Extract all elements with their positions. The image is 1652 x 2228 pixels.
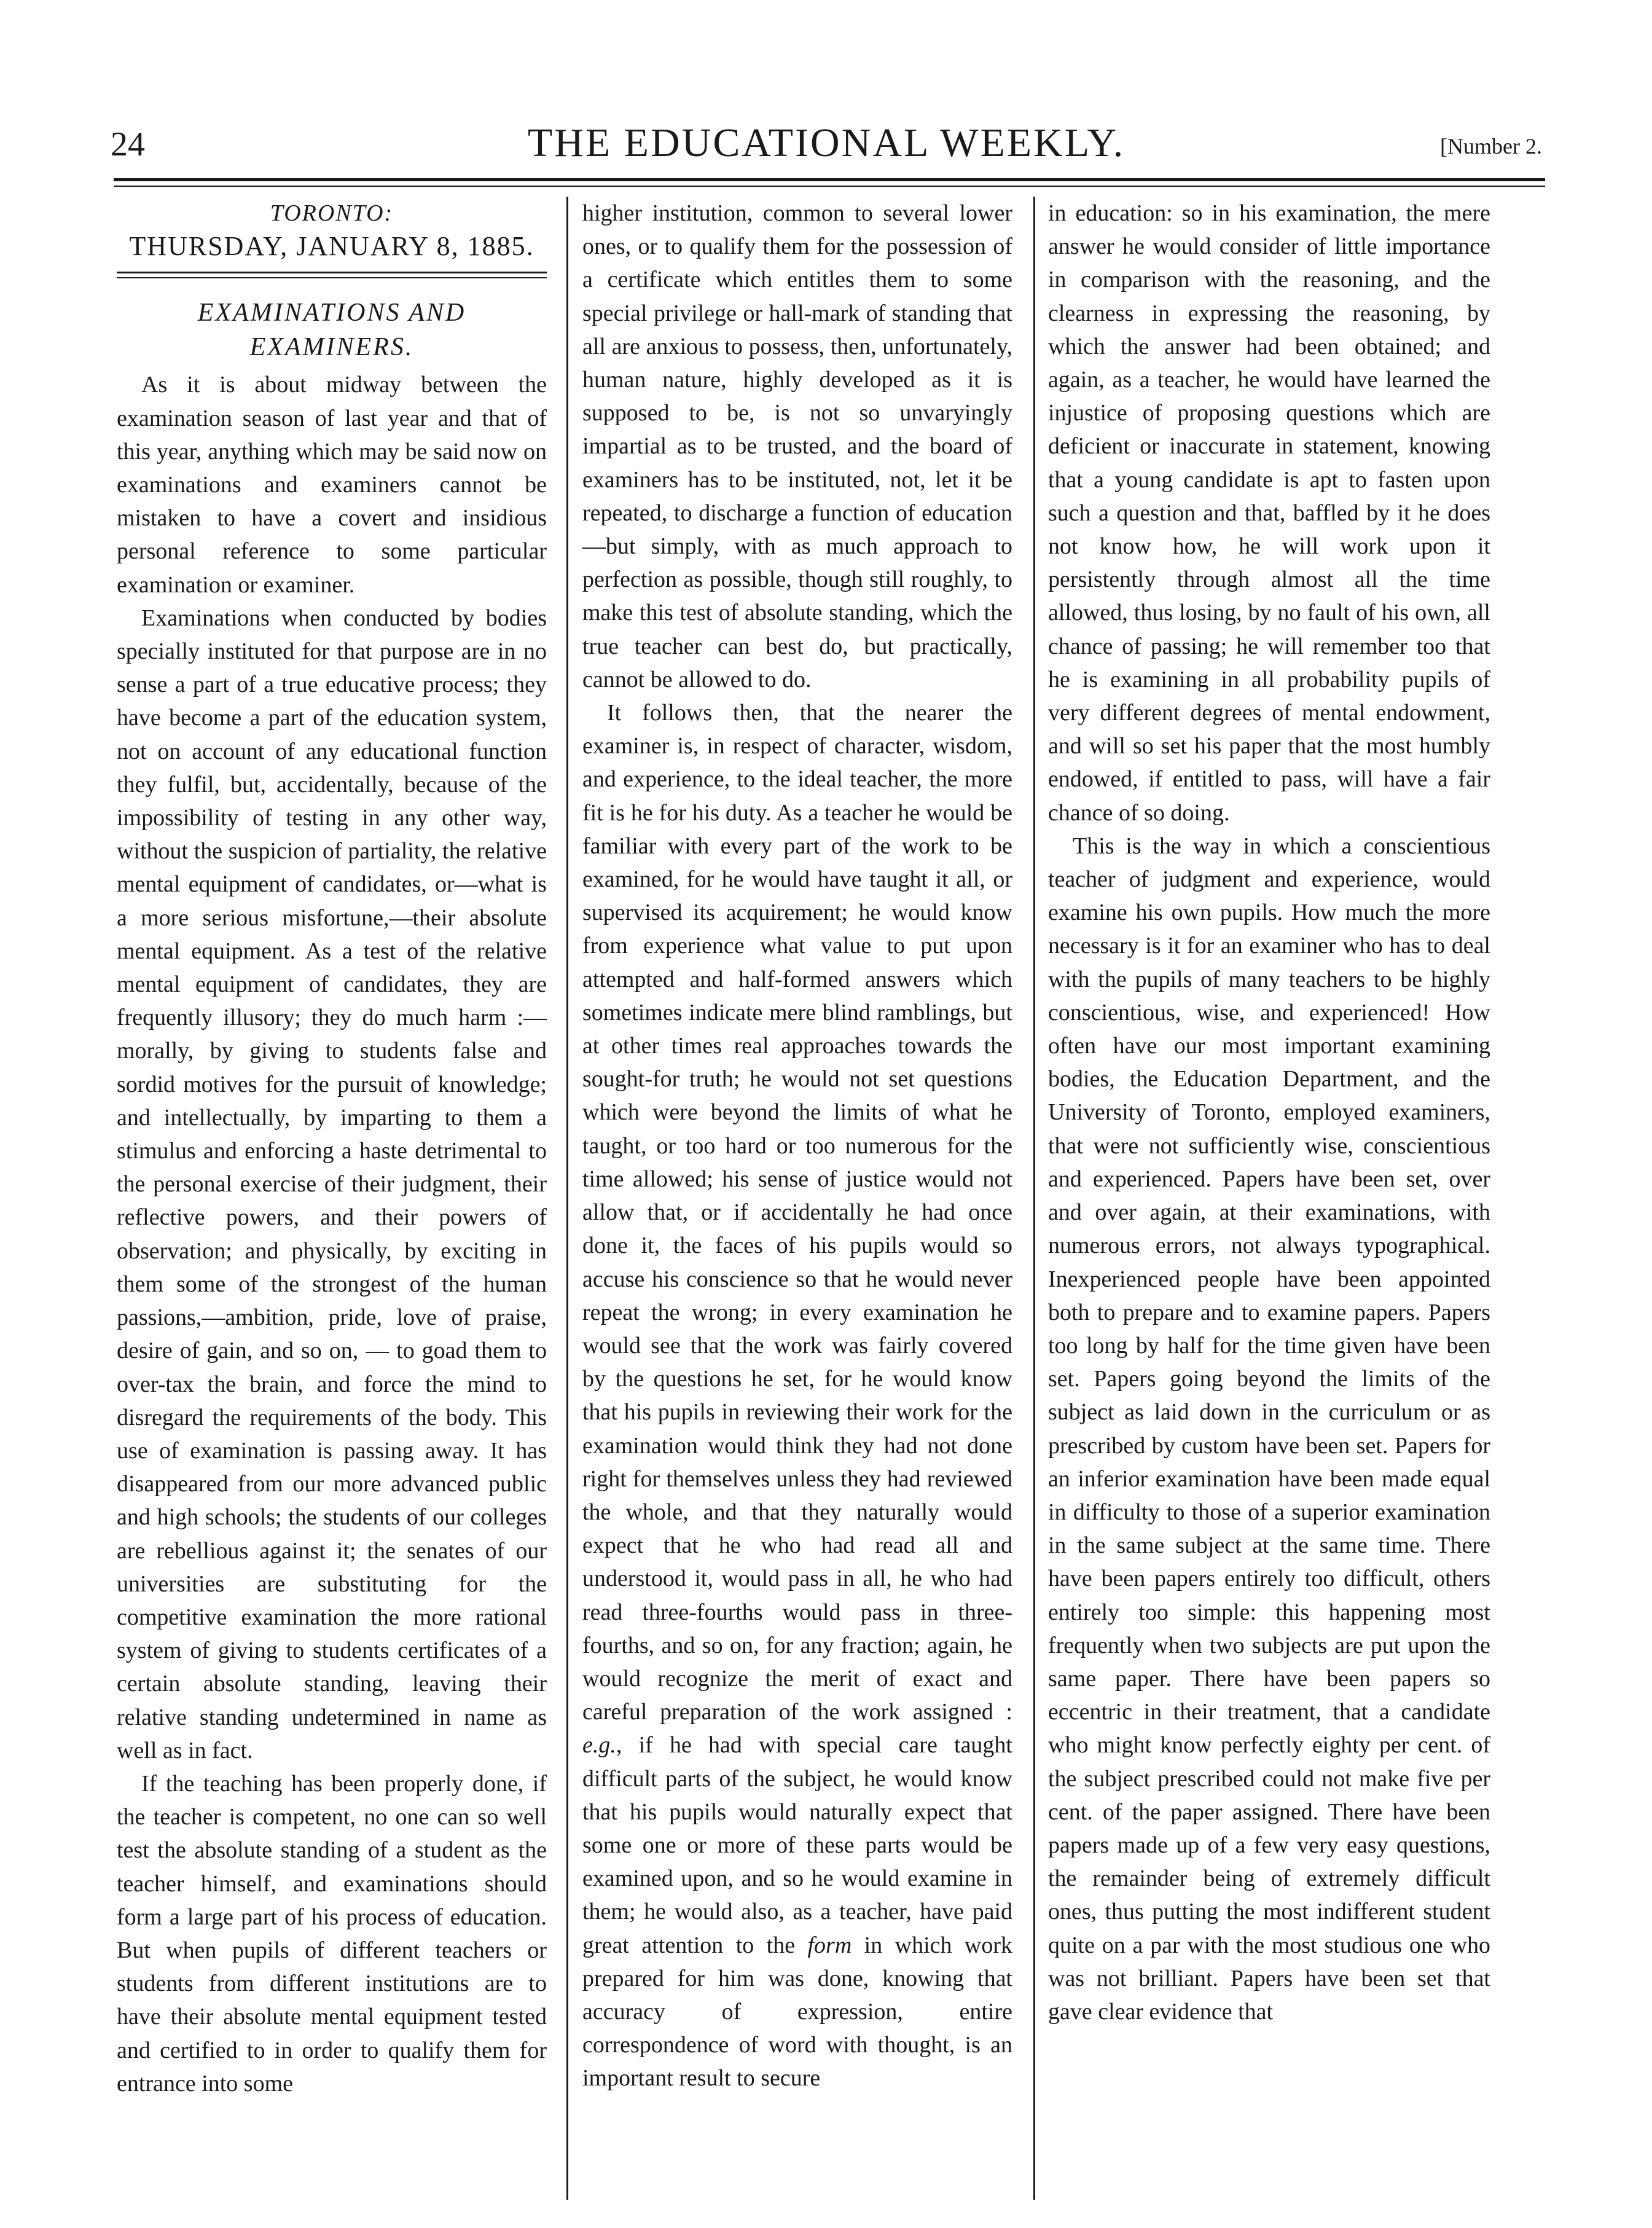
paragraph: If the teaching has been properly done, if the teacher is competent, no one can so well test the absolute standing of a student as the teacher himself, and examinations should form a large part of his process of education. But when pupils of different teachers or students from different institutions are to have their absolute mental equipment tested and certified to in order to qualify them for entrance into some <box>117 1770 547 2097</box>
page-number: 24 <box>111 125 145 163</box>
paragraph <box>582 696 1012 2095</box>
italic-word: form <box>807 1932 852 1958</box>
column-divider <box>1033 197 1035 2200</box>
issue-number: [Number 2. <box>1440 134 1542 159</box>
column-2 <box>582 197 1012 2095</box>
dateline-date: THURSDAY, JANUARY 8, 1885. <box>129 231 534 262</box>
section-rule <box>117 272 547 278</box>
text-run: in which work prepared for him was done, knowing that accuracy of expression, entire correspondence of word with thought, is an important result to secure <box>582 1932 1012 2092</box>
text-run: , if he had with special care taught difficult parts of the subject, he would know that his pupils would naturally expect that some one or more of these parts would be examined upon, and so he would examine in them; he would also, as a teacher, have paid great attention to the <box>582 1732 1012 1958</box>
header-rule-thick <box>114 178 1545 181</box>
header-rule-thin <box>114 186 1545 187</box>
dateline-place: TORONTO: <box>270 200 394 226</box>
text-run: It follows then, that the nearer the examiner is, in respect of character, wisdom, and experience, to the ideal teacher, the more fit is he for his duty. As a teacher he would be familiar with every part of the work to be examined, for he would have taught it all, or supervised its acquirement; he would know from experience what value to put upon attempted and half-formed answers which sometimes indicate mere blind ramblings, but at other times real approaches towards the sought-for truth; he would not set questions which were beyond the limits of what he taught, or too hard or too numerous for the time allowed; his sense of justice would not allow that, or if accidentally he had once done it, the faces of his pupils would so accuse his conscience so that he would never repeat the wrong; in every examination he would see that the work was fairly covered by the questions he set, for he would know that his pupils in reviewing their work for the examination would think they had not done right for themselves unless they had reviewed the whole, and that they naturally would expect that he who had read all and understood it, would pass in all, he who had read three-fourths would pass in three-fourths, and so on, for any fraction; again, he would recognize the merit of exact and careful preparation of the work assigned : <box>582 700 1012 1725</box>
paragraph: in education: so in his examination, the mere answer he would consider of little importance in comparison with the reasoning, and the clearness in expressing the reasoning, by which the answer had been obtained; and again, as a teacher, he would have learned the injustice of proposing questions which are deficient or inaccurate in statement, knowing that a young candidate is apt to fasten upon such a question and that, baffled by it he does not know how, he will work upon it persistently through almost all the time allowed, thus losing, by no fault of his own, all chance of passing; he will remember too that he is examining in all probability pupils of very different degrees of mental endowment, and will so set his paper that the most humbly endowed, if entitled to pass, will have a fair chance of so doing. <box>1048 200 1490 826</box>
paragraph: As it is about midway between the examination season of last year and that of this year, anything which may be said now on examinations and examiners cannot be mistaken to have a covert and insidious personal reference to some particular examination or examiner. <box>117 372 547 598</box>
column-1 <box>117 197 547 2100</box>
article-heading: EXAMINATIONS AND EXAMINERS. <box>197 299 466 362</box>
publication-title: THE EDUCATIONAL WEEKLY. <box>527 120 1125 165</box>
paragraph: higher institution, common to several lower ones, or to qualify them for the possession of a certificate which entitles them to some special privilege or hall-mark of standing that all are anxious to possess, then, unfortunately, human nature, highly developed as it is supposed to be, is not so unvaryingly impartial as to be trusted, and the board of examiners has to be instituted, not, let it be repeated, to discharge a function of education—but simply, with as much approach to perfection as possible, though still roughly, to make this test of absolute standing, which the true teacher can best do, but practically, cannot be allowed to do. <box>582 200 1012 692</box>
paragraph: This is the way in which a conscientious teacher of judgment and experience, would examine his own pupils. How much the more necessary is it for an examiner who has to deal with the pupils of many teachers to be highly conscientious, wise, and experienced! How often have our most important examining bodies, the Education Department, and the University of Toronto, employed examiners, that were not sufficiently wise, conscientious and experienced. Papers have been set, over and over again, at their examinations, with numerous errors, not always typographical. Inexperienced people have been appointed both to prepare and to examine papers. Papers too long by half for the time given have been set. Papers going beyond the limits of the subject as laid down in the curriculum or as prescribed by custom have been set. Papers for an inferior examination have been made equal in difficulty to those of a superior examination in the same subject at the same time. There have been papers entirely too difficult, others entirely too simple: this happening most frequently when two subjects are put upon the same paper. There have been papers so eccentric in their treatment, that a candidate who might know perfectly eighty per cent. of the subject prescribed could not make five per cent. of the paper assigned. There have been papers made up of a few very easy questions, the remainder being of extremely difficult ones, thus putting the most indifferent student quite on a par with the most studious one who was not brilliant. Papers have been set that gave clear evidence that <box>1048 833 1490 2025</box>
column-divider <box>566 197 568 2200</box>
paragraph: Examinations when conducted by bodies specially instituted for that purpose are in no sense a part of a true educative process; they have become a part of the education system, not on account of any educational function they fulfil, but, accidentally, because of the impossibility of testing in any other way, without the suspicion of partiality, the relative mental equipment of candidates, or—what is a more serious misfortune,—their absolute mental equipment. As a test of the relative mental equipment of candidates, they are frequently illusory; they do much harm :—morally, by giving to students false and sordid motives for the pursuit of knowledge; and intellectually, by imparting to them a stimulus and enforcing a haste detrimental to the personal exercise of their judgment, their reflective powers, and their powers of observation; and physically, by exciting in them some of the strongest of the human passions,—ambition, pride, love of praise, desire of gain, and so on, — to goad them to over-tax the brain, and force the mind to disregard the requirements of the body. This use of examination is passing away. It has disappeared from our more advanced public and high schools; the students of our colleges are rebellious against it; the senates of our universities are substituting for the competitive examination the more rational system of giving to students certificates of a certain absolute standing, leaving their relative standing undetermined in name as well as in fact. <box>117 605 547 1763</box>
italic-abbreviation: e.g. <box>582 1732 616 1759</box>
page-header <box>111 120 1542 175</box>
column-3 <box>1048 197 1490 2028</box>
